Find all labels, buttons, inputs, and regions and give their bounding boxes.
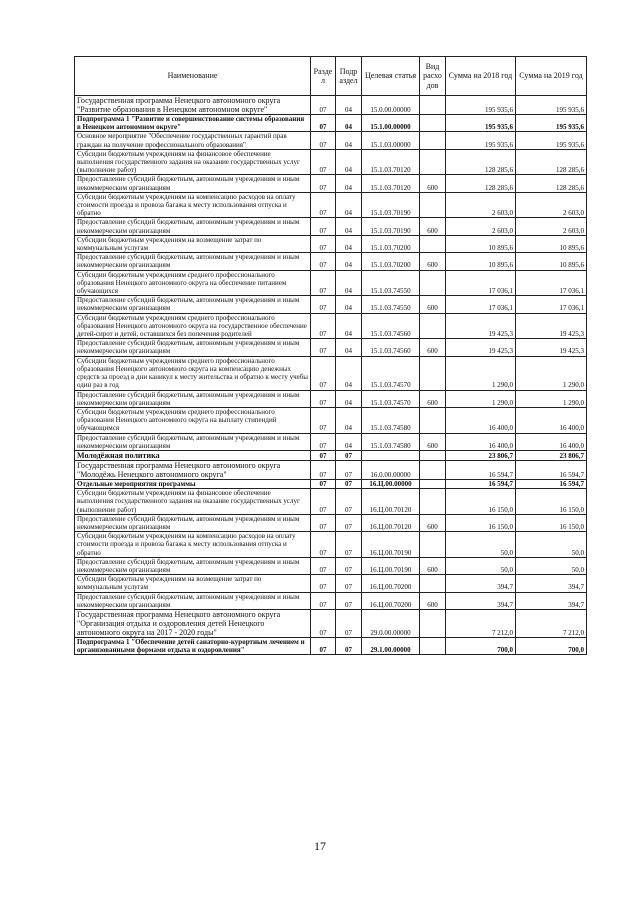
row-name: Предоставление субсидий бюджетным, автономным учреждениям и иным некоммерческим организациям xyxy=(75,218,311,235)
row-type xyxy=(420,407,446,433)
table-row xyxy=(75,149,587,175)
row-type xyxy=(420,460,446,479)
page-number: 17 xyxy=(314,839,326,853)
row-type xyxy=(420,356,446,390)
row-name: Подпрограмма 1 "Обеспечение детей санаторно-курортным лечением и организованными формами отдыха и оздоровления" xyxy=(75,637,311,654)
row-target: 15.1.03.74560 xyxy=(362,313,420,339)
row-subsection: 07 xyxy=(336,479,362,488)
row-section: 07 xyxy=(311,253,336,270)
row-subsection: 07 xyxy=(336,450,362,460)
table-row xyxy=(75,532,587,558)
row-target: 16.Ц.00.00000 xyxy=(362,479,420,488)
row-target: 16.Ц.00.70200 xyxy=(362,575,420,592)
row-target: 15.1.03.74570 xyxy=(362,390,420,407)
row-subsection: 04 xyxy=(336,407,362,433)
row-sum-2019: 16 594,7 xyxy=(516,460,587,479)
row-type xyxy=(420,270,446,296)
row-sum-2019: 195 935,6 xyxy=(516,132,587,149)
row-subsection: 04 xyxy=(336,296,362,313)
row-section: 07 xyxy=(311,532,336,558)
row-section: 07 xyxy=(311,235,336,252)
row-sum-2018: 394,7 xyxy=(446,592,516,609)
header-section: Разде л xyxy=(311,57,336,96)
row-sum-2019: 7 212,0 xyxy=(516,609,587,637)
row-target: 16.Ц.00.70190 xyxy=(362,532,420,558)
row-target: 15.1.03.70190 xyxy=(362,218,420,235)
table-body xyxy=(75,96,587,655)
row-section: 07 xyxy=(311,637,336,654)
row-type: 600 xyxy=(420,557,446,574)
row-sum-2019: 19 425,3 xyxy=(516,313,587,339)
row-sum-2018: 10 895,6 xyxy=(446,253,516,270)
row-sum-2018: 10 895,6 xyxy=(446,235,516,252)
row-name: Предоставление субсидий бюджетным, автономным учреждениям и иным некоммерческим организациям xyxy=(75,592,311,609)
row-target xyxy=(362,450,420,460)
row-sum-2018: 2 603,0 xyxy=(446,192,516,218)
row-section: 07 xyxy=(311,460,336,479)
row-type xyxy=(420,96,446,115)
row-section: 07 xyxy=(311,514,336,531)
row-sum-2018: 700,0 xyxy=(446,637,516,654)
row-sum-2019: 128 285,6 xyxy=(516,175,587,192)
row-name: Предоставление субсидий бюджетным, автономным учреждениям и иным некоммерческим организациям xyxy=(75,433,311,450)
row-type: 600 xyxy=(420,514,446,531)
row-subsection: 04 xyxy=(336,149,362,175)
row-sum-2018: 1 290,0 xyxy=(446,356,516,390)
row-sum-2018: 394,7 xyxy=(446,575,516,592)
row-section: 07 xyxy=(311,149,336,175)
header-type: Вид расхо дов xyxy=(420,57,446,96)
row-sum-2018: 195 935,6 xyxy=(446,132,516,149)
row-section: 07 xyxy=(311,557,336,574)
row-name: Субсидии бюджетным учреждениям среднего профессионального образования Ненецкого автономного округа на выплату стипендий обучающимся xyxy=(75,407,311,433)
row-section: 07 xyxy=(311,96,336,115)
table-row xyxy=(75,592,587,609)
row-name: Субсидии бюджетным учреждениям на компенсацию расходов на оплату стоимости проезда и провоза багажа к месту использования отпуска и обратно xyxy=(75,532,311,558)
row-sum-2019: 128 285,6 xyxy=(516,149,587,175)
row-section: 07 xyxy=(311,575,336,592)
row-target: 15.1.03.74570 xyxy=(362,356,420,390)
row-name: Предоставление субсидий бюджетным, автономным учреждениям и иным некоммерческим организациям xyxy=(75,390,311,407)
row-name: Предоставление субсидий бюджетным, автономным учреждениям и иным некоммерческим организациям xyxy=(75,253,311,270)
table-row xyxy=(75,296,587,313)
row-subsection: 07 xyxy=(336,637,362,654)
row-subsection: 04 xyxy=(336,115,362,132)
row-sum-2019: 16 150,0 xyxy=(516,514,587,531)
row-sum-2018: 50,0 xyxy=(446,532,516,558)
header-subsection: Подр аздел xyxy=(336,57,362,96)
table-row xyxy=(75,637,587,654)
table-row xyxy=(75,270,587,296)
table-row xyxy=(75,489,587,515)
row-name: Предоставление субсидий бюджетным, автономным учреждениям и иным некоммерческим организациям xyxy=(75,175,311,192)
table-row xyxy=(75,235,587,252)
row-sum-2018: 16 594,7 xyxy=(446,460,516,479)
row-sum-2019: 16 400,0 xyxy=(516,407,587,433)
row-type: 600 xyxy=(420,218,446,235)
row-sum-2018: 19 425,3 xyxy=(446,313,516,339)
row-name: Подпрограмма 1 "Развитие и совершенствование системы образования в Ненецком автономном округе" xyxy=(75,115,311,132)
header-target: Целевая статья xyxy=(362,57,420,96)
row-sum-2018: 16 594,7 xyxy=(446,479,516,488)
row-section: 07 xyxy=(311,489,336,515)
row-subsection: 04 xyxy=(336,270,362,296)
row-target: 15.1.00.00000 xyxy=(362,115,420,132)
row-subsection: 04 xyxy=(336,253,362,270)
row-section: 07 xyxy=(311,192,336,218)
table-row xyxy=(75,356,587,390)
row-name: Субсидии бюджетным учреждениям среднего профессионального образования Ненецкого автономного округа на государственное обеспечение детей-сирот и детей, оставшихся без попечения родителей xyxy=(75,313,311,339)
row-type: 600 xyxy=(420,592,446,609)
row-sum-2019: 19 425,3 xyxy=(516,339,587,356)
row-name: Основное мероприятие "Обеспечение государственных гарантий прав граждан на получение профессионального образования" xyxy=(75,132,311,149)
row-sum-2018: 16 400,0 xyxy=(446,433,516,450)
table-row xyxy=(75,313,587,339)
row-type: 600 xyxy=(420,175,446,192)
row-type: 600 xyxy=(420,433,446,450)
row-section: 07 xyxy=(311,592,336,609)
row-section: 07 xyxy=(311,450,336,460)
row-sum-2018: 128 285,6 xyxy=(446,149,516,175)
row-target: 15.1.03.70120 xyxy=(362,175,420,192)
row-target: 16.0.00.00000 xyxy=(362,460,420,479)
row-subsection: 07 xyxy=(336,532,362,558)
row-section: 07 xyxy=(311,407,336,433)
row-type: 600 xyxy=(420,339,446,356)
row-subsection: 04 xyxy=(336,192,362,218)
row-section: 07 xyxy=(311,339,336,356)
header-sum-2018: Сумма на 2018 год xyxy=(446,57,516,96)
row-sum-2019: 2 603,0 xyxy=(516,218,587,235)
row-subsection: 04 xyxy=(336,96,362,115)
row-subsection: 07 xyxy=(336,489,362,515)
row-type: 600 xyxy=(420,253,446,270)
row-sum-2018: 17 036,1 xyxy=(446,270,516,296)
row-sum-2018: 23 806,7 xyxy=(446,450,516,460)
row-target: 15.1.03.70200 xyxy=(362,253,420,270)
row-sum-2019: 16 400,0 xyxy=(516,433,587,450)
row-name: Субсидии бюджетным учреждениям среднего профессионального образования Ненецкого автономного округа на компенсацию денежных средств за проезд в дни каникул к месту жительства и обратно к месту учебы один раз в год xyxy=(75,356,311,390)
row-target: 15.1.03.70190 xyxy=(362,192,420,218)
row-type xyxy=(420,149,446,175)
row-type xyxy=(420,132,446,149)
row-name: Государственная программа Ненецкого автономного округа "Молодёжь Ненецкого автономного округа" xyxy=(75,460,311,479)
table-row xyxy=(75,192,587,218)
table-row xyxy=(75,218,587,235)
row-target: 16.Ц.00.70190 xyxy=(362,557,420,574)
table-row xyxy=(75,450,587,460)
table-row xyxy=(75,96,587,115)
row-sum-2019: 700,0 xyxy=(516,637,587,654)
table-row xyxy=(75,132,587,149)
row-name: Государственная программа Ненецкого автономного округа "Организация отдыха и оздоровления детей Ненецкого автономного округа на 2017 - 2020 годы" xyxy=(75,609,311,637)
header-sum-2019: Сумма на 2019 год xyxy=(516,57,587,96)
row-type xyxy=(420,489,446,515)
row-type: 600 xyxy=(420,296,446,313)
row-section: 07 xyxy=(311,296,336,313)
row-sum-2019: 394,7 xyxy=(516,575,587,592)
row-name: Молодёжная политика xyxy=(75,450,311,460)
row-target: 15.1.03.70200 xyxy=(362,235,420,252)
row-section: 07 xyxy=(311,390,336,407)
row-type xyxy=(420,532,446,558)
row-target: 15.1.03.74580 xyxy=(362,433,420,450)
row-sum-2018: 16 150,0 xyxy=(446,489,516,515)
row-subsection: 04 xyxy=(336,390,362,407)
row-sum-2019: 17 036,1 xyxy=(516,270,587,296)
row-sum-2019: 50,0 xyxy=(516,557,587,574)
table-row xyxy=(75,407,587,433)
row-sum-2018: 50,0 xyxy=(446,557,516,574)
row-sum-2018: 16 400,0 xyxy=(446,407,516,433)
row-subsection: 04 xyxy=(336,132,362,149)
row-target: 15.1.03.74580 xyxy=(362,407,420,433)
row-target: 15.1.03.70120 xyxy=(362,149,420,175)
row-sum-2018: 17 036,1 xyxy=(446,296,516,313)
table-row xyxy=(75,115,587,132)
row-type xyxy=(420,235,446,252)
row-target: 15.1.03.00000 xyxy=(362,132,420,149)
row-sum-2019: 23 806,7 xyxy=(516,450,587,460)
table-header-row xyxy=(75,57,587,96)
row-sum-2019: 10 895,6 xyxy=(516,253,587,270)
row-name: Субсидии бюджетным учреждениям среднего профессионального образования Ненецкого автономного округа на обеспечение питанием обучающихся xyxy=(75,270,311,296)
row-name: Субсидии бюджетным учреждениям на возмещение затрат по коммунальным услугам xyxy=(75,235,311,252)
row-target: 15.1.03.74560 xyxy=(362,339,420,356)
table-row xyxy=(75,433,587,450)
row-section: 07 xyxy=(311,270,336,296)
row-target: 16.Ц.00.70200 xyxy=(362,592,420,609)
row-sum-2018: 7 212,0 xyxy=(446,609,516,637)
row-subsection: 07 xyxy=(336,557,362,574)
table-row xyxy=(75,460,587,479)
row-type xyxy=(420,192,446,218)
row-sum-2018: 128 285,6 xyxy=(446,175,516,192)
row-target: 15.1.03.74550 xyxy=(362,270,420,296)
row-section: 07 xyxy=(311,609,336,637)
row-subsection: 07 xyxy=(336,609,362,637)
row-subsection: 04 xyxy=(336,218,362,235)
table-row xyxy=(75,253,587,270)
row-sum-2019: 17 036,1 xyxy=(516,296,587,313)
row-sum-2019: 16 150,0 xyxy=(516,489,587,515)
table-row xyxy=(75,514,587,531)
table-row xyxy=(75,609,587,637)
row-sum-2018: 195 935,6 xyxy=(446,115,516,132)
row-section: 07 xyxy=(311,479,336,488)
row-name: Предоставление субсидий бюджетным, автономным учреждениям и иным некоммерческим организациям xyxy=(75,296,311,313)
row-type xyxy=(420,637,446,654)
budget-table xyxy=(74,56,587,655)
row-sum-2019: 394,7 xyxy=(516,592,587,609)
row-target: 16.Ц.00.70120 xyxy=(362,489,420,515)
row-name: Субсидии бюджетным учреждениям на возмещение затрат по коммунальным услугам xyxy=(75,575,311,592)
row-subsection: 04 xyxy=(336,433,362,450)
row-target: 16.Ц.00.70120 xyxy=(362,514,420,531)
row-name: Отдельные мероприятия программы xyxy=(75,479,311,488)
row-sum-2018: 1 290,0 xyxy=(446,390,516,407)
row-target: 15.0.00.00000 xyxy=(362,96,420,115)
row-type xyxy=(420,575,446,592)
table-row xyxy=(75,339,587,356)
table-row xyxy=(75,557,587,574)
row-sum-2018: 2 603,0 xyxy=(446,218,516,235)
header-name: Наименование xyxy=(75,57,311,96)
row-section: 07 xyxy=(311,132,336,149)
budget-table-container xyxy=(74,56,586,655)
row-type: 600 xyxy=(420,390,446,407)
row-sum-2019: 2 603,0 xyxy=(516,192,587,218)
row-sum-2019: 10 895,6 xyxy=(516,235,587,252)
table-row xyxy=(75,175,587,192)
row-target: 29.0.00.00000 xyxy=(362,609,420,637)
row-subsection: 07 xyxy=(336,514,362,531)
row-name: Государственная программа Ненецкого автономного округа "Развитие образования в Ненецком автономном округе" xyxy=(75,96,311,115)
row-target: 29.1.00.00000 xyxy=(362,637,420,654)
row-name: Предоставление субсидий бюджетным, автономным учреждениям и иным некоммерческим организациям xyxy=(75,557,311,574)
row-sum-2019: 195 935,6 xyxy=(516,96,587,115)
row-subsection: 07 xyxy=(336,592,362,609)
row-section: 07 xyxy=(311,356,336,390)
row-sum-2019: 195 935,6 xyxy=(516,115,587,132)
table-row xyxy=(75,575,587,592)
row-type xyxy=(420,609,446,637)
row-name: Предоставление субсидий бюджетным, автономным учреждениям и иным некоммерческим организациям xyxy=(75,514,311,531)
row-name: Субсидии бюджетным учреждениям на компенсацию расходов на оплату стоимости проезда и провоза багажа к месту использования отпуска и обратно xyxy=(75,192,311,218)
row-type xyxy=(420,313,446,339)
row-section: 07 xyxy=(311,313,336,339)
row-name: Субсидии бюджетным учреждениям на финансовое обеспечение выполнения государственного задания на оказание государственных услуг (выполнение работ) xyxy=(75,149,311,175)
row-sum-2019: 1 290,0 xyxy=(516,356,587,390)
table-row xyxy=(75,479,587,488)
row-subsection: 04 xyxy=(336,235,362,252)
table-row xyxy=(75,390,587,407)
row-sum-2019: 1 290,0 xyxy=(516,390,587,407)
row-subsection: 04 xyxy=(336,356,362,390)
row-subsection: 07 xyxy=(336,575,362,592)
row-type xyxy=(420,115,446,132)
row-sum-2018: 19 425,3 xyxy=(446,339,516,356)
row-sum-2019: 50,0 xyxy=(516,532,587,558)
row-section: 07 xyxy=(311,218,336,235)
row-subsection: 04 xyxy=(336,339,362,356)
row-section: 07 xyxy=(311,115,336,132)
row-type xyxy=(420,479,446,488)
row-sum-2018: 195 935,6 xyxy=(446,96,516,115)
row-sum-2018: 16 150,0 xyxy=(446,514,516,531)
row-sum-2019: 16 594,7 xyxy=(516,479,587,488)
row-section: 07 xyxy=(311,175,336,192)
row-subsection: 04 xyxy=(336,175,362,192)
row-section: 07 xyxy=(311,433,336,450)
row-type xyxy=(420,450,446,460)
row-name: Предоставление субсидий бюджетным, автономным учреждениям и иным некоммерческим организациям xyxy=(75,339,311,356)
row-subsection: 07 xyxy=(336,460,362,479)
row-name: Субсидии бюджетным учреждениям на финансовое обеспечение выполнения государственного задания на оказание государственных услуг (выполнение работ) xyxy=(75,489,311,515)
row-subsection: 04 xyxy=(336,313,362,339)
row-target: 15.1.03.74550 xyxy=(362,296,420,313)
